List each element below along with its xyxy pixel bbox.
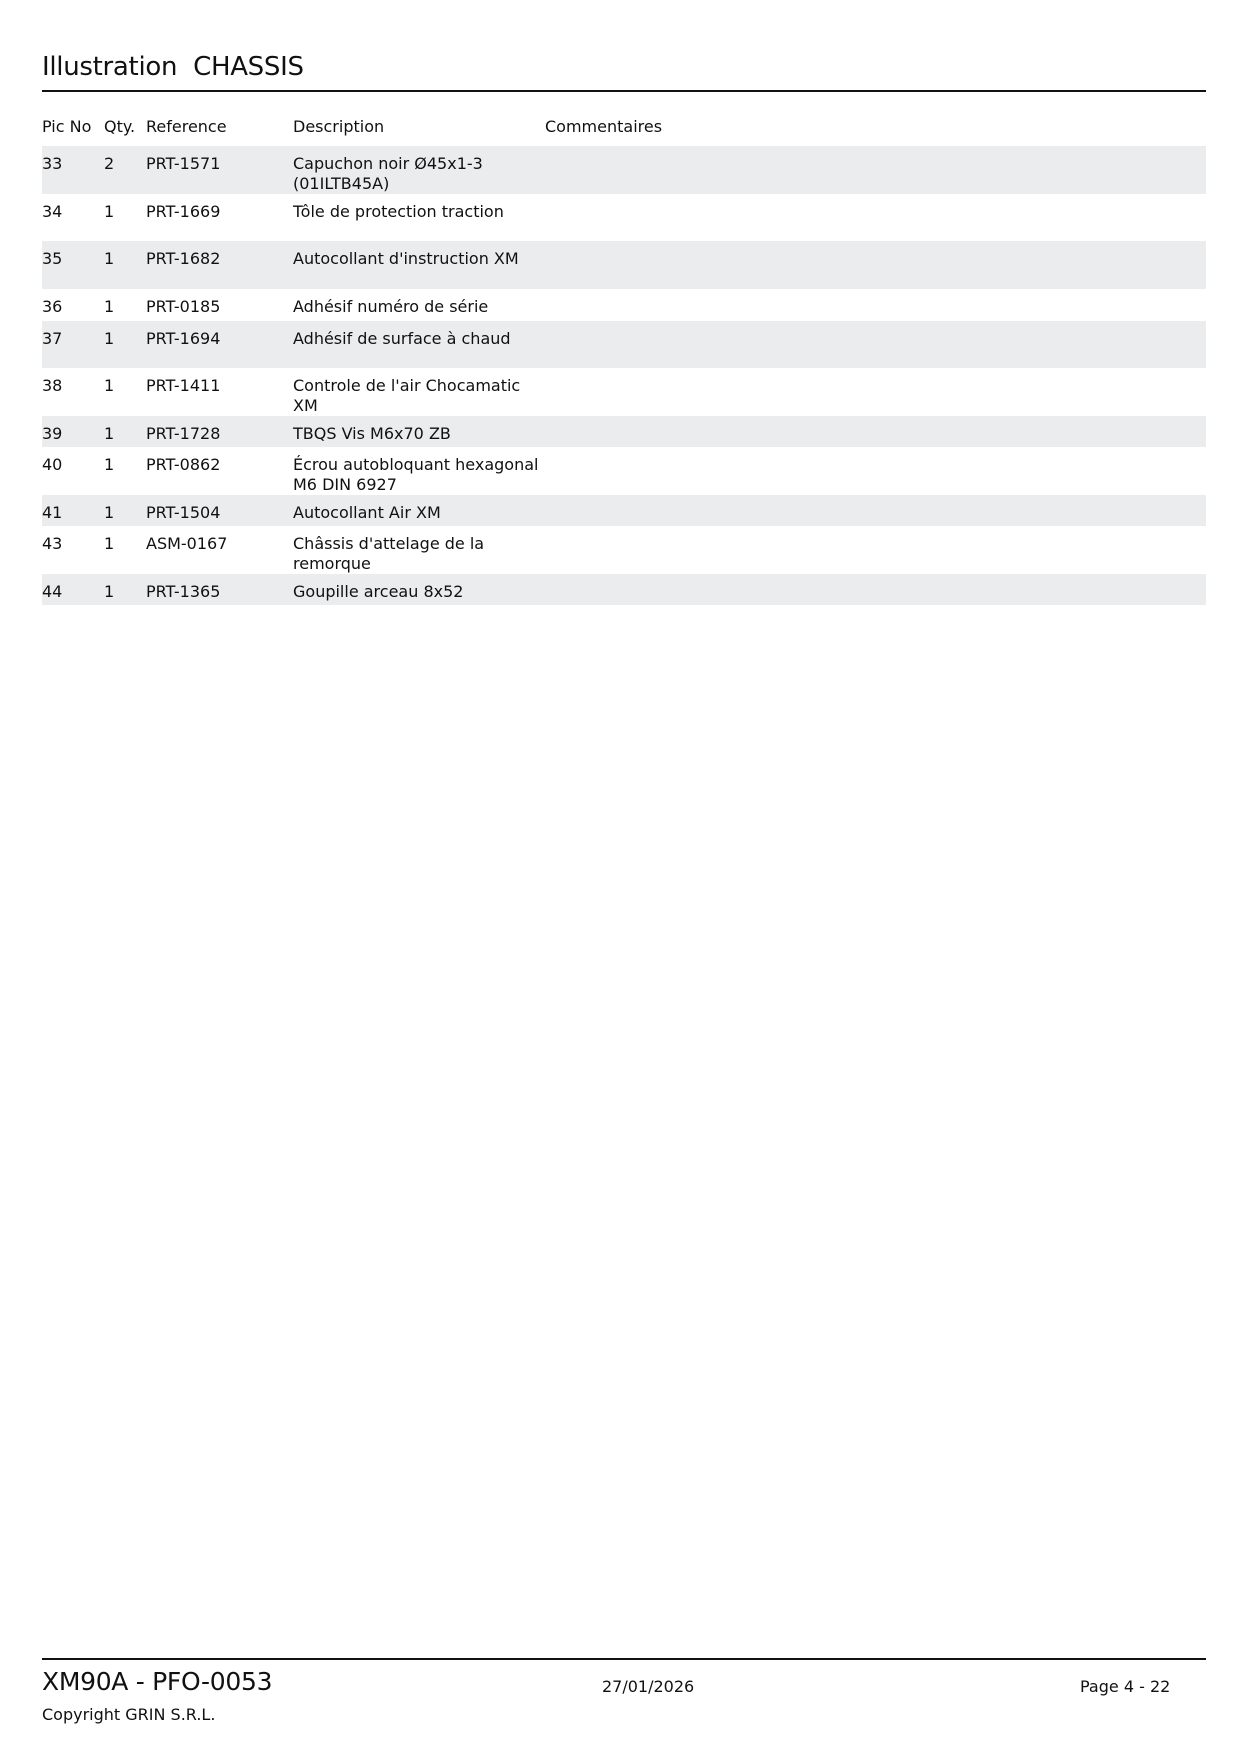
description-cell: Châssis d'attelage de la remorque: [293, 534, 485, 573]
qty-cell: 1: [104, 202, 115, 221]
reference-cell: PRT-1571: [146, 154, 221, 173]
table-row: [42, 321, 1206, 368]
description-cell: Adhésif de surface à chaud: [293, 329, 511, 348]
page-number: Page 4 - 22: [1080, 1677, 1171, 1696]
reference-cell: PRT-1669: [146, 202, 221, 221]
description-cell: Goupille arceau 8x52: [293, 582, 464, 601]
column-header-reference: Reference: [146, 117, 227, 136]
parts-table: [42, 146, 1206, 605]
qty-cell: 1: [104, 297, 115, 316]
reference-cell: PRT-0862: [146, 455, 221, 474]
reference-cell: PRT-1504: [146, 503, 221, 522]
pic-no-cell: 35: [42, 249, 63, 268]
footer-divider: [42, 1658, 1206, 1660]
page-title: Illustration CHASSIS: [42, 52, 304, 82]
pic-no-cell: 33: [42, 154, 63, 173]
table-row: [42, 146, 1206, 194]
table-row: [42, 495, 1206, 526]
pic-no-cell: 44: [42, 582, 63, 601]
qty-cell: 1: [104, 376, 115, 395]
pic-no-cell: 38: [42, 376, 63, 395]
qty-cell: 2: [104, 154, 115, 173]
table-row: [42, 289, 1206, 321]
qty-cell: 1: [104, 424, 115, 443]
qty-cell: 1: [104, 503, 115, 522]
description-cell: Écrou autobloquant hexagonal M6 DIN 6927: [293, 455, 539, 494]
pic-no-cell: 34: [42, 202, 63, 221]
table-row: [42, 194, 1206, 241]
pic-no-cell: 43: [42, 534, 63, 553]
table-row: [42, 368, 1206, 416]
reference-cell: ASM-0167: [146, 534, 228, 553]
table-row: [42, 241, 1206, 289]
copyright-notice: Copyright GRIN S.R.L.: [42, 1705, 216, 1724]
description-cell: Controle de l'air Chocamatic XM: [293, 376, 521, 415]
reference-cell: PRT-1682: [146, 249, 221, 268]
description-cell: Tôle de protection traction: [293, 202, 504, 221]
description-cell: TBQS Vis M6x70 ZB: [293, 424, 451, 443]
pic-no-cell: 41: [42, 503, 63, 522]
reference-cell: PRT-1728: [146, 424, 221, 443]
description-cell: Adhésif numéro de série: [293, 297, 489, 316]
description-cell: Autocollant Air XM: [293, 503, 441, 522]
column-header-description: Description: [293, 117, 385, 136]
document-id: XM90A - PFO-0053: [42, 1667, 273, 1696]
pic-no-cell: 36: [42, 297, 63, 316]
column-header-comments: Commentaires: [545, 117, 663, 136]
table-row: [42, 447, 1206, 495]
table-row: [42, 416, 1206, 447]
reference-cell: PRT-0185: [146, 297, 221, 316]
qty-cell: 1: [104, 329, 115, 348]
title-divider: [42, 90, 1206, 92]
column-header-pic-no: Pic No: [42, 117, 92, 136]
description-cell: Autocollant d'instruction XM: [293, 249, 519, 268]
column-header-qty: Qty.: [104, 117, 136, 136]
table-row: [42, 574, 1206, 605]
qty-cell: 1: [104, 534, 115, 553]
qty-cell: 1: [104, 455, 115, 474]
qty-cell: 1: [104, 582, 115, 601]
document-date: 27/01/2026: [602, 1677, 695, 1696]
reference-cell: PRT-1694: [146, 329, 221, 348]
description-cell: Capuchon noir Ø45x1-3 (01ILTB45A): [293, 154, 483, 193]
reference-cell: PRT-1365: [146, 582, 221, 601]
pic-no-cell: 37: [42, 329, 63, 348]
pic-no-cell: 39: [42, 424, 63, 443]
qty-cell: 1: [104, 249, 115, 268]
reference-cell: PRT-1411: [146, 376, 221, 395]
table-header: [42, 116, 1206, 138]
table-row: [42, 526, 1206, 574]
pic-no-cell: 40: [42, 455, 63, 474]
